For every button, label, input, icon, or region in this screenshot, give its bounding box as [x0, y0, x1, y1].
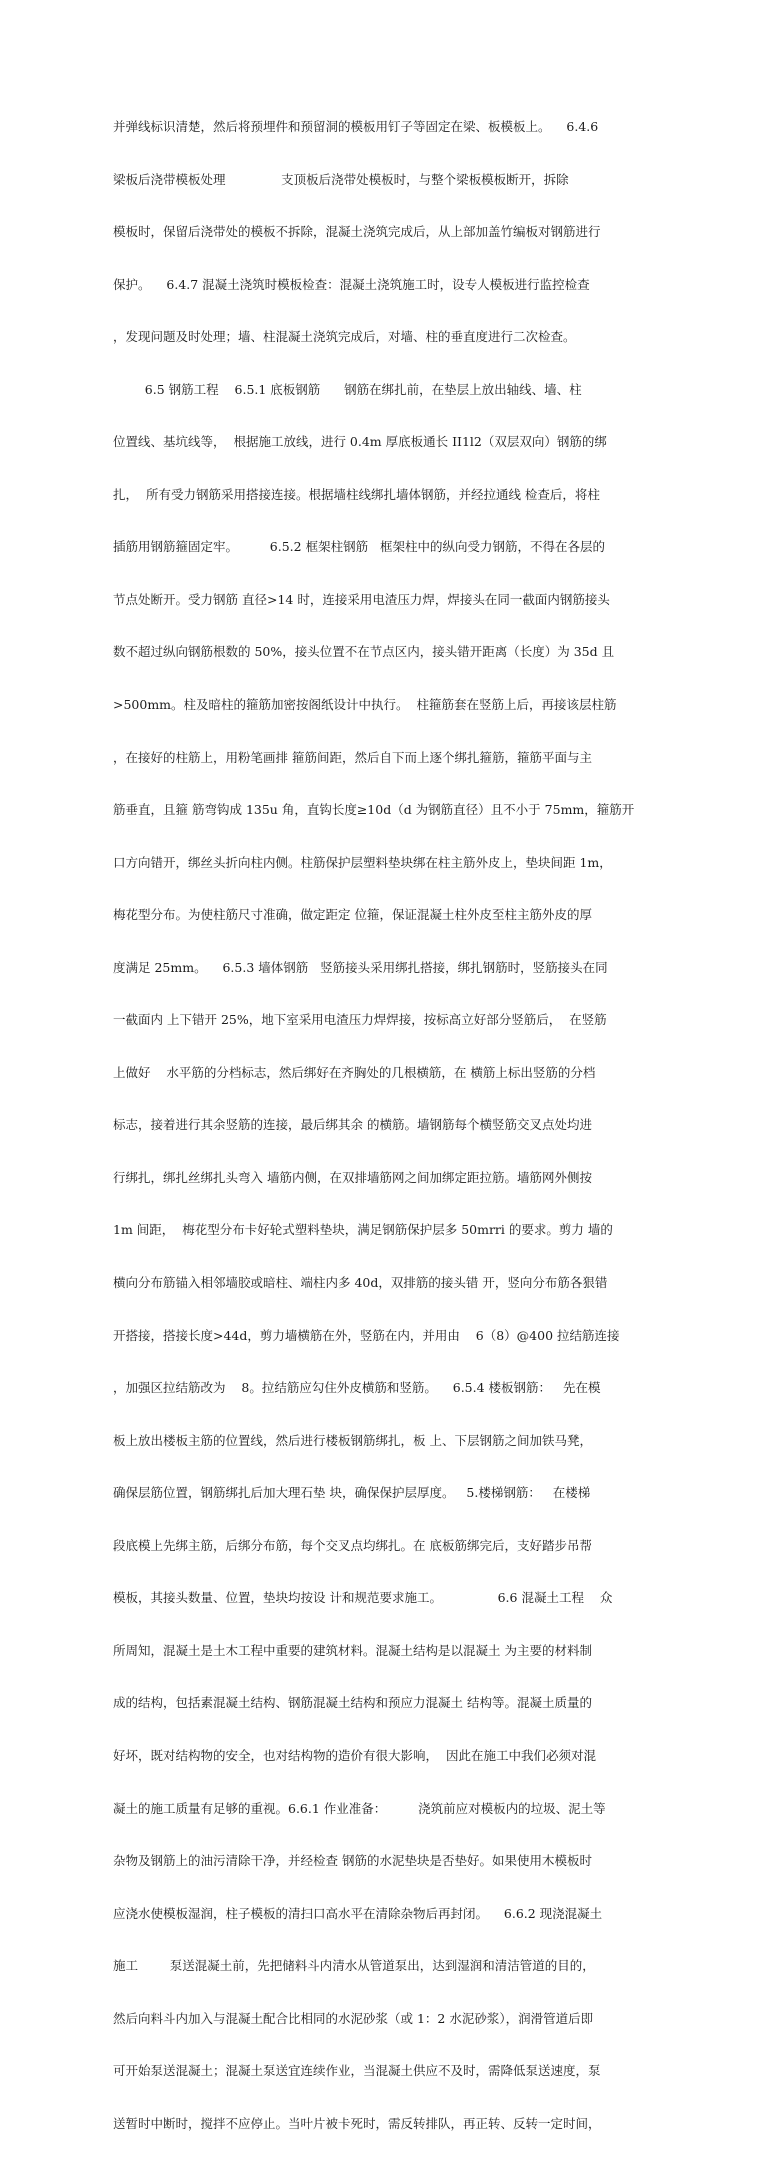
text-line: 扎， 所有受力钢筋采用搭接连接。根据墙柱线绑扎墙体钢筋，并经拉通线 检查后，将柱	[113, 486, 600, 502]
text-line: 凝土的施工质量有足够的重视。6.6.1 作业准备： 浇筑前应对模板内的垃圾、泥土等	[113, 1800, 606, 1816]
text-line: 位置线、基坑线等， 根据施工放线，进行 0.4m 厚底板通长 II1l2（双层双向）钢筋的绑	[113, 434, 607, 450]
text-line: 1m 间距， 梅花型分布卡好轮式塑料垫块，满足钢筋保护层多 50mrri 的要求。剪力 墙的	[113, 1222, 613, 1238]
text-line: >500mm。柱及暗柱的箍筋加密按阁纸设计中执行。 柱箍筋套在竖筋上后，再接该层柱筋	[113, 697, 617, 713]
text-line: 上做好 水平筋的分档标志，然后绑好在齐胸处的几根横筋，在 横筋上标出竖筋的分档	[113, 1064, 596, 1080]
text-line: 筋垂直，且箍 筋弯钩成 135u 角，直钩长度≥10d（d 为钢筋直径）且不小于 75mm，箍筋开	[113, 802, 635, 818]
text-line: 保护。 6.4.7 混凝土浇筑时模板检查：混凝土浇筑施工时，设专人模板进行监控检查	[113, 276, 590, 292]
text-line: 并弹线标识清楚，然后将预埋件和预留洞的模板用钉子等固定在梁、板模板上。 6.4.6	[113, 119, 599, 134]
text-line: 所周知，混凝土是土木工程中重要的建筑材料。混凝土结构是以混凝土 为主要的材料制	[113, 1642, 592, 1658]
text-line: 数不超过纵向钢筋根数的 50%，接头位置不在节点区内，接头错开距离（长度）为 35d 且	[113, 644, 615, 660]
text-line: 标志，接着进行其余竖筋的连接，最后绑其余 的横筋。墙钢筋每个横竖筋交叉点处均进	[113, 1117, 592, 1133]
text-line: 梅花型分布。为使柱筋尺寸准确，做定距定 位箍，保证混凝土柱外皮至柱主筋外皮的厚	[113, 907, 592, 923]
text-line: 梁板后浇带模板处理 支顶板后浇带处模板时，与整个梁板模板断开，拆除	[113, 171, 569, 187]
text-line: 可开始泵送混凝土；混凝土泵送宜连续作业，当混凝土供应不及时，需降低泵送速度，泵	[113, 2063, 601, 2079]
text-line: 横向分布筋锚入相邻墙胶或暗柱、端柱内多 40d，双排筋的接头错 开，竖向分布筋各狠错	[113, 1275, 608, 1291]
text-line: 行绑扎，绑扎丝绑扎头弯入 墙筋内侧，在双排墙筋网之间加绑定距拉筋。墙筋网外侧按	[113, 1169, 592, 1185]
text-line: 成的结构，包括素混凝土结构、钢筋混凝土结构和预应力混凝土 结构等。混凝土质量的	[113, 1695, 592, 1711]
text-line: 一截面内 上下错开 25%，地下室采用电渣压力焊焊接，按标高立好部分竖筋后， 在竖筋	[113, 1012, 607, 1028]
text-line: 节点处断开。受力钢筋 直径>14 时，连接采用电渣压力焊，焊接头在同一截面内钢筋接头	[113, 591, 610, 607]
text-line: 杂物及钢筋上的油污清除干净，并经检查 钢筋的水泥垫块是否垫好。如果使用木模板时	[113, 1853, 592, 1869]
text-line: ，发现问题及时处理；墙、柱混凝土浇筑完成后，对墙、柱的垂直度进行二次检查。	[113, 329, 576, 345]
text-line: 然后向料斗内加入与混凝土配合比相同的水泥砂浆（或 1：2 水泥砂浆），润滑管道后即	[113, 2010, 594, 2026]
text-line: 模板，其接头数量、位置，垫块均按设 计和规范要求施工。 6.6 混凝土工程 众	[113, 1590, 613, 1606]
text-line: 模板时，保留后浇带处的模板不拆除，混凝土浇筑完成后，从上部加盖竹编板对钢筋进行	[113, 224, 601, 240]
text-line: ，在接好的柱筋上，用粉笔画排 箍筋间距，然后自下而上逐个绑扎箍筋，箍筋平面与主	[113, 749, 592, 765]
text-line: 施工 泵送混凝土前，先把储料斗内清水从管道泵出，达到湿润和清洁管道的目的，	[113, 1958, 595, 1974]
body-text	[113, 86, 653, 2165]
text-line: 6.5 钢筋工程 6.5.1 底板钢筋 钢筋在绑扎前，在垫层上放出轴线、墙、柱	[113, 381, 582, 397]
text-line: 好坏，既对结构物的安全，也对结构物的造价有很大影响， 因此在施工中我们必须对混	[113, 1747, 596, 1763]
text-line: 送暂时中断时，搅拌不应停止。当叶片被卡死时，需反转排队，再正转、反转一定时间，	[113, 2115, 601, 2131]
text-line: ，加强区拉结筋改为 8。拉结筋应勾住外皮横筋和竖筋。 6.5.4 楼板钢筋： 先在模	[113, 1380, 601, 1396]
text-line: 度满足 25mm。 6.5.3 墙体钢筋 竖筋接头采用绑扎搭接，绑扎钢筋时，竖筋接头在同	[113, 959, 608, 975]
text-line: 开搭接，搭接长度>44d，剪力墙横筋在外，竖筋在内，并用由 6（8）@400 拉结筋连接	[113, 1327, 620, 1343]
text-line: 口方向错开，绑丝头折向柱内侧。柱筋保护层塑料垫块绑在柱主筋外皮上，垫块间距 1m，	[113, 854, 612, 870]
text-line: 插筋用钢筋箍固定牢。 6.5.2 框架柱钢筋 框架柱中的纵向受力钢筋，不得在各层的	[113, 539, 605, 555]
text-line: 段底模上先绑主筋，后绑分布筋，每个交叉点均绑扎。在 底板筋绑完后，支好踏步吊帮	[113, 1537, 592, 1553]
text-line: 板上放出楼板主筋的位置线，然后进行楼板钢筋绑扎，板 上、下层钢筋之间加铁马凳，	[113, 1432, 592, 1448]
text-line: 确保层筋位置，钢筋绑扎后加大理石垫 块，确保保护层厚度。 5.楼梯钢筋： 在楼梯	[113, 1485, 591, 1501]
text-line: 应浇水使模板湿润，柱子模板的清扫口高水平在清除杂物后再封闭。 6.6.2 现浇混凝土	[113, 1905, 603, 1921]
